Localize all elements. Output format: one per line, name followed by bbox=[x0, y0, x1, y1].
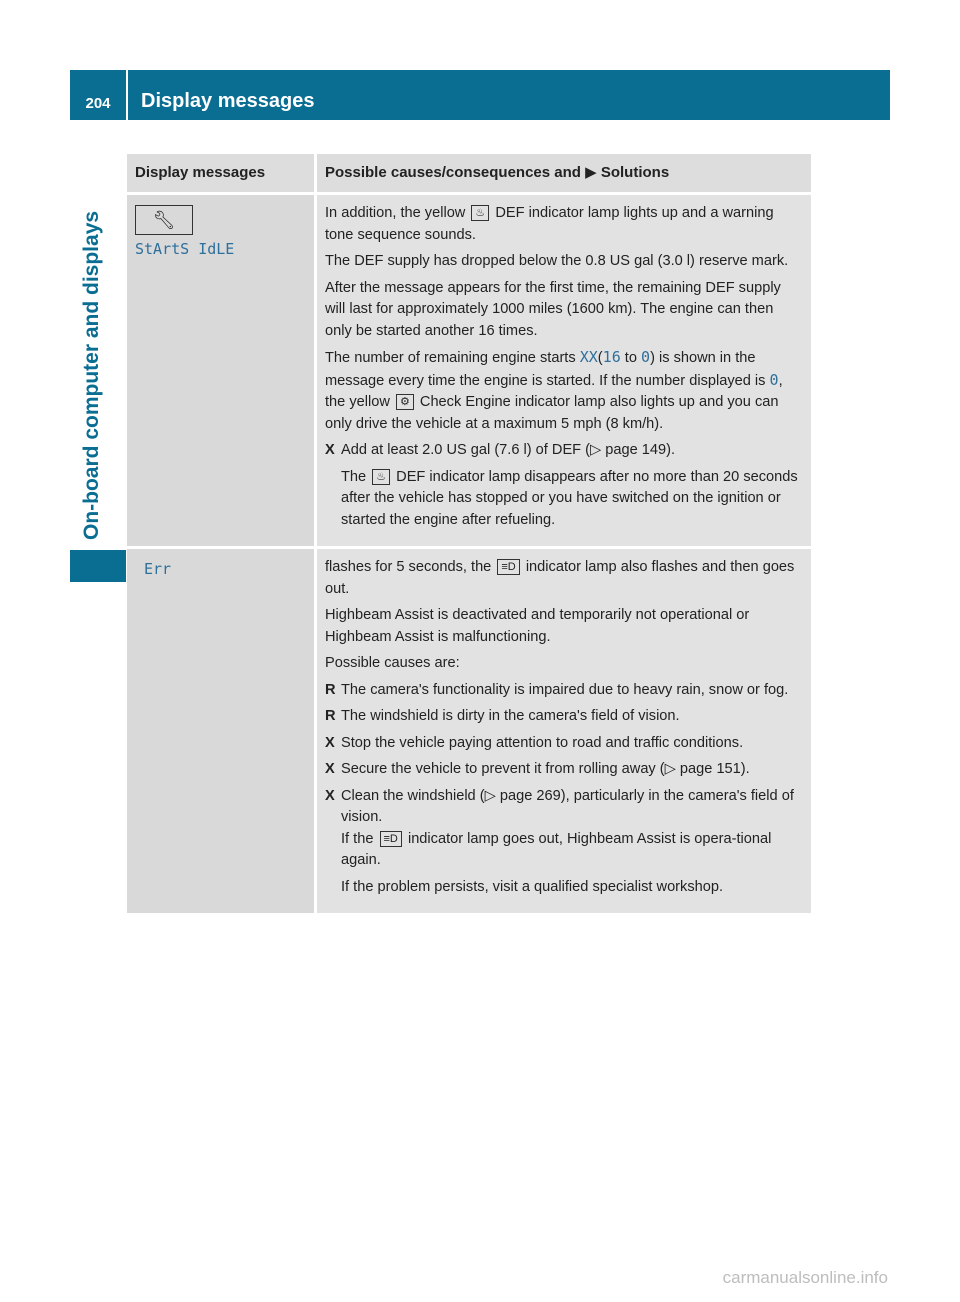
instruction-step bbox=[325, 733, 803, 755]
step-marker-icon: X bbox=[325, 761, 335, 777]
column-header-display-messages: Display messages bbox=[127, 154, 316, 194]
display-message-cell bbox=[127, 194, 316, 548]
check-engine-icon: ⚙ bbox=[396, 394, 414, 410]
highbeam-assist-icon: ≡D bbox=[380, 831, 402, 847]
display-text-xx: XX bbox=[579, 348, 598, 366]
text: ( bbox=[597, 350, 603, 366]
table-header-row bbox=[127, 154, 811, 194]
display-text-starts-idle: StArtS IdLE bbox=[135, 240, 235, 258]
def-indicator-icon: ♨ bbox=[372, 469, 390, 485]
text: Add at least 2.0 US gal (7.6 l) of DEF (▷ page 149). bbox=[341, 442, 676, 458]
bullet-item bbox=[325, 680, 803, 702]
page-title: Display messages bbox=[141, 90, 315, 112]
display-text-err: Err bbox=[144, 560, 172, 578]
wrench-icon: 🔧︎ bbox=[135, 205, 193, 235]
bullet-icon: R bbox=[325, 681, 336, 698]
def-indicator-icon: ♨ bbox=[471, 205, 489, 221]
watermark: carmanualsonline.info bbox=[722, 1268, 888, 1287]
paragraph: Highbeam Assist is deactivated and temporarily not operational or Highbeam Assist is malfunctioning. bbox=[325, 607, 750, 645]
header-divider bbox=[126, 70, 128, 120]
text: DEF indicator lamp disappears after no more than 20 seconds after the vehicle has stopped or you have switched on the ignition or started the engine after refueling. bbox=[341, 468, 798, 528]
display-text-0: 0 bbox=[641, 348, 651, 366]
text: to bbox=[624, 350, 637, 366]
column-header-causes bbox=[316, 154, 812, 194]
text: indicator lamp goes out, Highbeam Assist is opera-tional again. bbox=[341, 830, 772, 868]
text: Stop the vehicle paying attention to road and traffic conditions. bbox=[341, 734, 744, 751]
text: The bbox=[341, 468, 367, 485]
paragraph: Possible causes are: bbox=[325, 655, 460, 671]
display-messages-table bbox=[127, 154, 811, 913]
column-header-solutions-label: Solutions bbox=[600, 164, 670, 182]
text: Clean the windshield (▷ page 269), particularly in the camera's field of vision. bbox=[341, 787, 794, 825]
text: indicator lamp also flashes and then goes out. bbox=[325, 559, 795, 597]
text: The number of remaining engine starts bbox=[325, 350, 576, 366]
step-result: If the problem persists, visit a qualified specialist workshop. bbox=[341, 878, 724, 895]
causes-cell bbox=[316, 194, 812, 548]
table-row bbox=[127, 194, 811, 548]
side-tab-label: On-board computer and displays bbox=[80, 210, 103, 540]
step-marker-icon: X bbox=[325, 787, 335, 804]
paragraph: The DEF supply has dropped below the 0.8 US gal (3.0 l) reserve mark. bbox=[325, 253, 789, 269]
text: The camera's functionality is impaired due to heavy rain, snow or fog. bbox=[341, 681, 789, 698]
text: Secure the vehicle to prevent it from rolling away (▷ page 151). bbox=[341, 761, 750, 777]
highbeam-assist-icon: ≡D bbox=[497, 559, 519, 575]
text: Check Engine indicator lamp also lights up and you can only drive the vehicle at a maximum 5 mph (8 km/h). bbox=[325, 394, 779, 432]
table-row bbox=[127, 548, 811, 914]
display-text-16: 16 bbox=[602, 348, 621, 366]
text: flashes for 5 seconds, the bbox=[325, 559, 492, 575]
instruction-step bbox=[325, 440, 803, 462]
text: The windshield is dirty in the camera's field of vision. bbox=[341, 708, 680, 724]
display-text-0: 0 bbox=[769, 370, 779, 389]
bullet-icon: R bbox=[325, 708, 336, 724]
paragraph bbox=[325, 203, 803, 246]
text: ) is shown in the message every time the engine is started. If the number displayed is bbox=[325, 350, 766, 389]
display-message-cell bbox=[127, 548, 316, 914]
paragraph: After the message appears for the first time, the remaining DEF supply will last for approximately 1000 miles (1600 km). The engine can then only be started another 16 times. bbox=[325, 279, 781, 339]
side-tab-marker bbox=[70, 550, 126, 582]
paragraph bbox=[325, 347, 803, 435]
instruction-step bbox=[325, 759, 803, 781]
instruction-step bbox=[325, 786, 803, 829]
paragraph bbox=[325, 557, 803, 600]
text: DEF indicator lamp lights up and a warning tone sequence sounds. bbox=[325, 205, 774, 243]
text: , the yellow bbox=[325, 372, 783, 410]
text: If the bbox=[341, 830, 374, 847]
text: In addition, the yellow bbox=[325, 205, 466, 221]
bullet-item bbox=[325, 706, 803, 728]
page-number: 204 bbox=[85, 95, 111, 112]
arrow-right-icon: ▶ bbox=[585, 164, 597, 182]
step-result bbox=[341, 829, 803, 872]
step-result bbox=[341, 467, 803, 532]
step-marker-icon: X bbox=[325, 442, 335, 458]
causes-cell bbox=[316, 548, 812, 914]
column-header-causes-label: Possible causes/consequences and bbox=[325, 164, 581, 182]
step-marker-icon: X bbox=[325, 734, 335, 751]
